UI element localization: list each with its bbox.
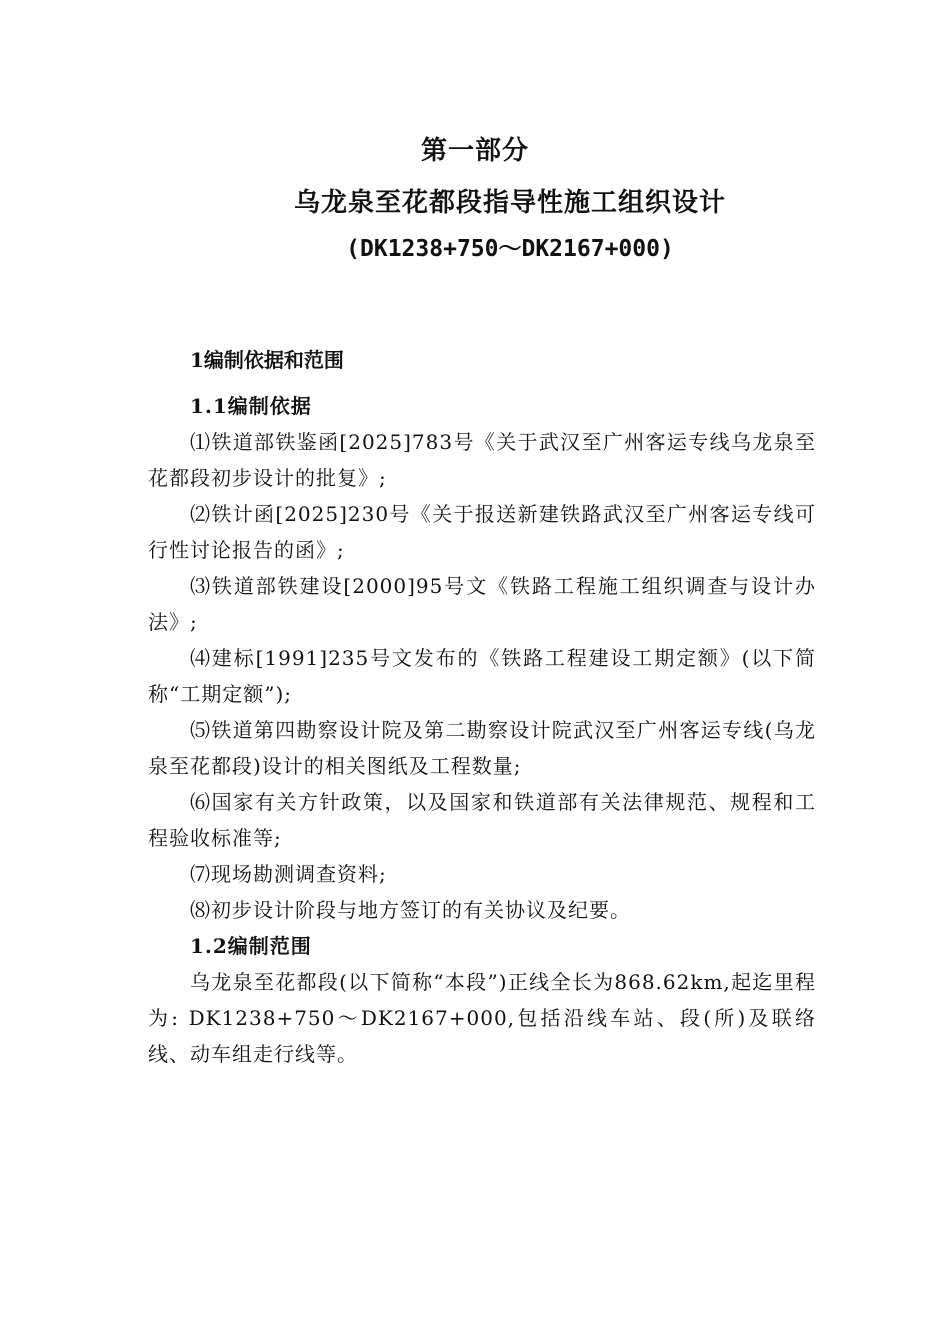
basis-item: ⑶铁道部铁建设[2000]95号文《铁路工程施工组织调查与设计办法》; [148,574,816,634]
scope-paragraph: 乌龙泉至花都段(以下简称“本段”)正线全长为868.62km,起迄里程为: DK1238+750～DK2167+000,包括沿线车站、段(所)及联络线、动车组走行线等。 [148,970,816,1066]
basis-item: ⑵铁计函[2025]230号《关于报送新建铁路武汉至广州客运专线可行性讨论报告的函》; [148,502,816,562]
document-title: 乌龙泉至花都段指导性施工组织设计 [293,188,726,218]
basis-item: ⑸铁道第四勘察设计院及第二勘察设计院武汉至广州客运专线(乌龙泉至花都段)设计的相关图纸及工程数量; [148,718,816,778]
section-heading: 1编制依据和范围 [190,348,344,372]
mileage-range: (DK1238+750～DK2167+000) [346,236,674,262]
basis-item: ⑹国家有关方针政策，以及国家和铁道部有关法律规范、规程和工程验收标准等; [148,790,816,850]
basis-item: ⑺现场勘测调查资料; [190,862,387,886]
basis-item: ⑴铁道部铁鉴函[2025]783号《关于武汉至广州客运专线乌龙泉至花都段初步设计的批复》; [148,430,816,490]
subsection-heading-scope: 1.2编制范围 [190,934,312,958]
subsection-heading-basis: 1.1编制依据 [190,394,312,418]
basis-item: ⑻初步设计阶段与地方签订的有关协议及纪要。 [190,898,631,922]
basis-item: ⑷建标[1991]235号文发布的《铁路工程建设工期定额》(以下简称“工期定额”); [148,646,816,706]
part-title: 第一部分 [420,136,529,166]
document-body [148,342,816,1072]
